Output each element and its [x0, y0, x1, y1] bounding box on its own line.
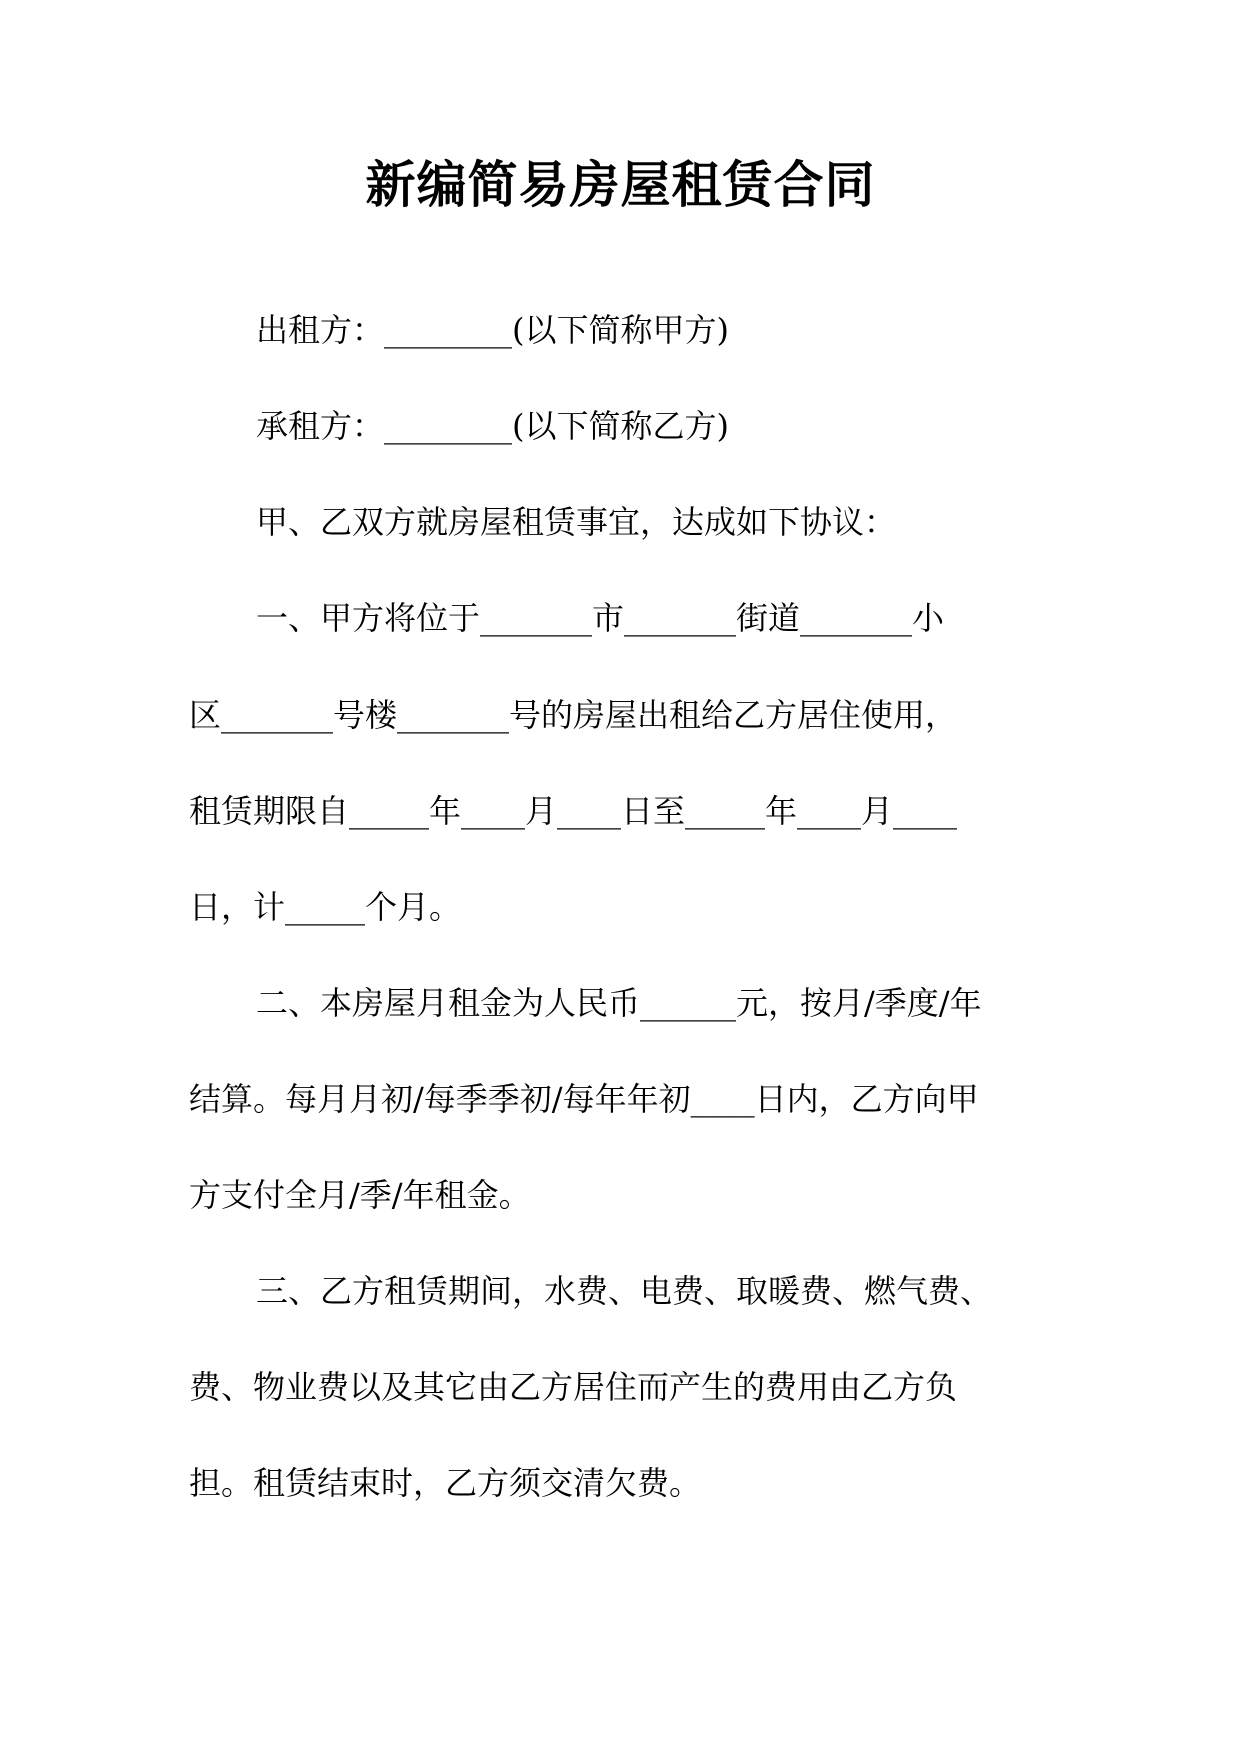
clause-2-line-1: 二、本房屋月租金为人民币______元，按月/季度/年 — [256, 984, 982, 1022]
clause-lessor: 出租方：________(以下简称甲方) — [256, 311, 729, 349]
clause-agreement-intro: 甲、乙双方就房屋租赁事宜，达成如下协议： — [256, 503, 897, 541]
clause-3-line-3: 担。租赁结束时，乙方须交清欠费。 — [189, 1464, 702, 1502]
clause-3-line-2: 费、物业费以及其它由乙方居住而产生的费用由乙方负 — [189, 1368, 958, 1406]
document-title: 新编简易房屋租赁合同 — [365, 156, 876, 214]
clause-1-line-2: 区_______号楼_______号的房屋出租给乙方居住使用， — [189, 696, 958, 734]
clause-lessee: 承租方：________(以下简称乙方) — [256, 407, 729, 445]
clause-1-line-1: 一、甲方将位于_______市_______街道_______小 — [256, 599, 945, 637]
clause-2-line-3: 方支付全月/季/年租金。 — [189, 1176, 531, 1214]
clause-2-line-2: 结算。每月月初/每季季初/每年年初____日内，乙方向甲 — [189, 1080, 979, 1118]
clause-3-line-1: 三、乙方租赁期间，水费、电费、取暖费、燃气费、 — [256, 1272, 993, 1310]
clause-1-line-4: 日，计_____个月。 — [189, 888, 462, 926]
clause-1-line-3: 租赁期限自_____年____月____日至_____年____月____ — [189, 792, 958, 830]
